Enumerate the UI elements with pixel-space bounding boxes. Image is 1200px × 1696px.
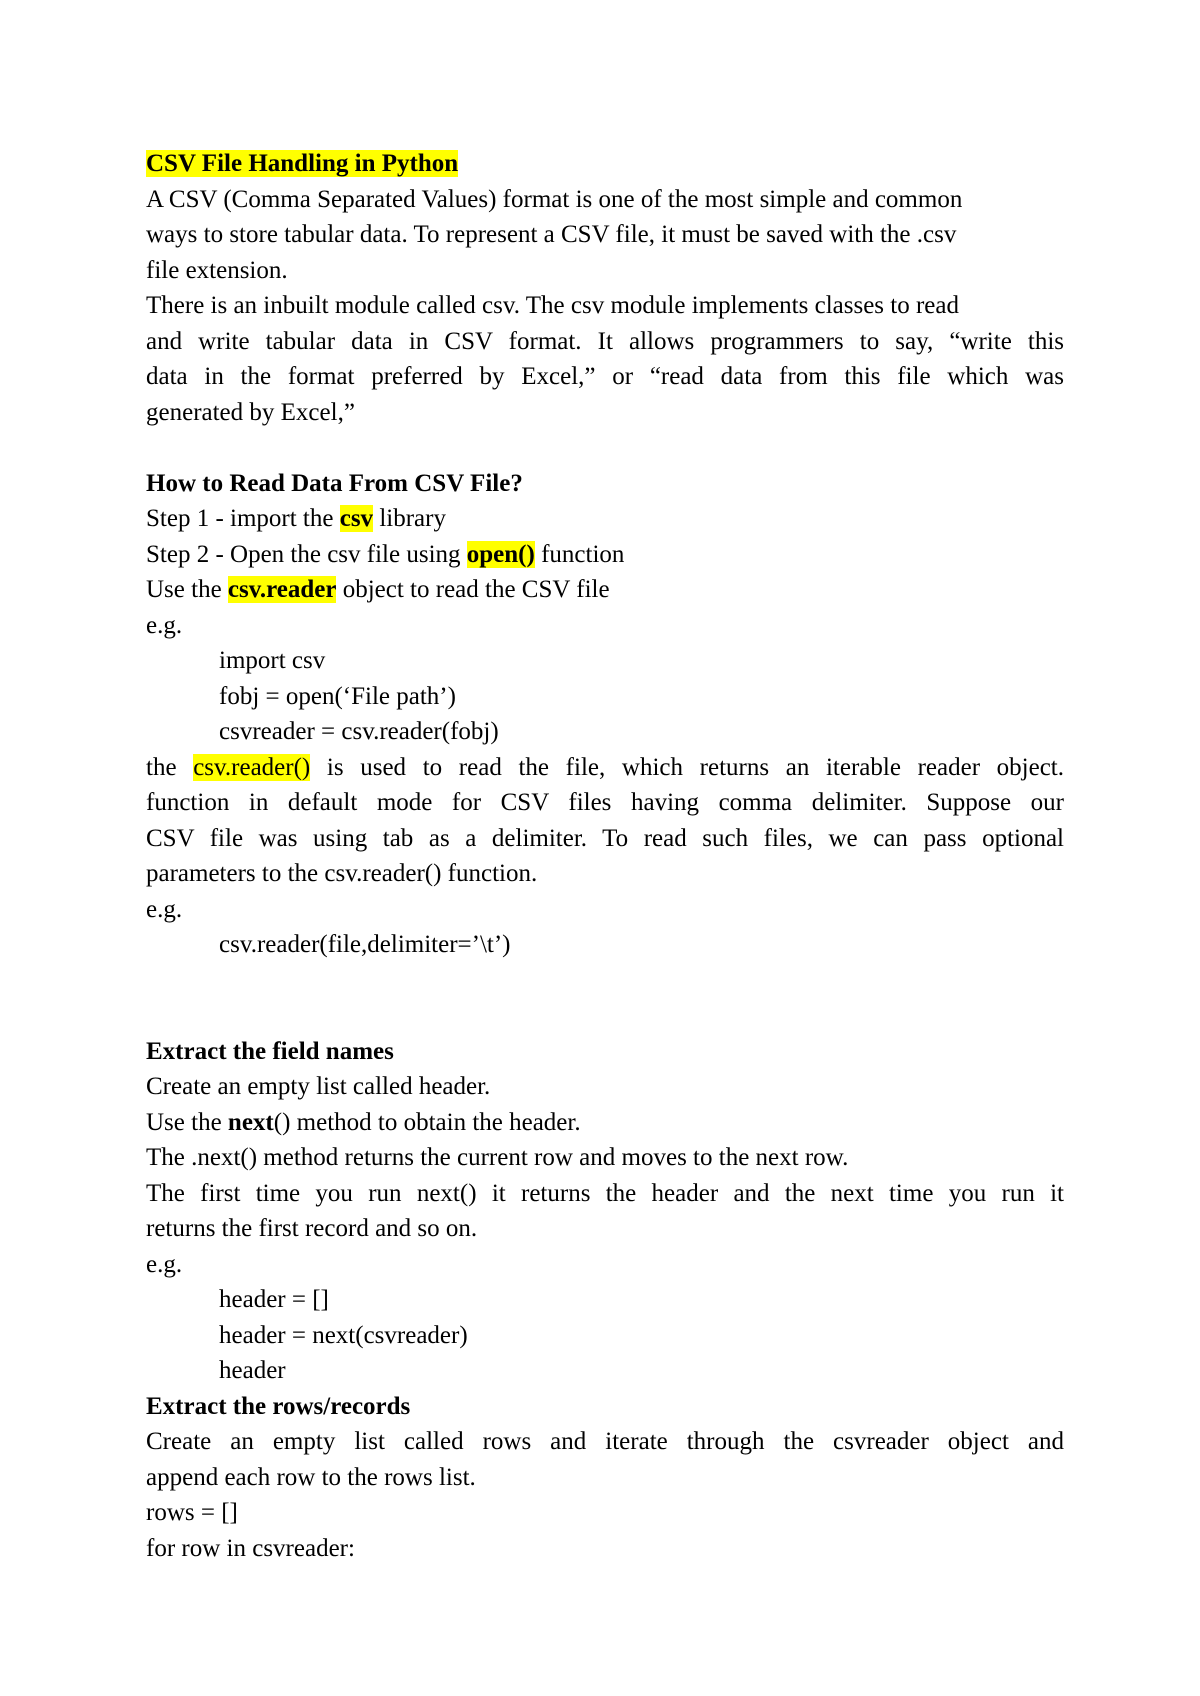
- code-line: rows = []: [146, 1499, 238, 1526]
- step-1-line: Step 1 - import the csv library: [146, 505, 446, 532]
- highlight-csv-reader: csv.reader: [227, 576, 337, 603]
- rows-line-1: Create an empty list called rows and iterate through the csvreader object and: [146, 1428, 1064, 1455]
- intro-line-6: data in the format preferred by Excel,” or “read data from this file which was: [146, 363, 1064, 390]
- code-line: csv.reader(file,delimiter=’\t’): [219, 931, 511, 958]
- spacer: [146, 963, 1064, 1034]
- code-line: csvreader = csv.reader(fobj): [219, 718, 499, 745]
- fields-line-2: Use the next() method to obtain the header.: [146, 1108, 581, 1136]
- reader-desc-line-4: parameters to the csv.reader() function.: [146, 860, 538, 887]
- intro-line-3: file extension.: [146, 256, 288, 284]
- fields-line-4: The first time you run next() it returns the header and the next time you run it: [146, 1179, 1064, 1207]
- intro-line-2: ways to store tabular data. To represent a CSV file, it must be saved with the .csv: [146, 221, 957, 248]
- reader-desc-line-2: function in default mode for CSV files having comma delimiter. Suppose our: [146, 789, 1064, 816]
- read-heading: How to Read Data From CSV File?: [146, 469, 523, 497]
- rows-line-2: append each row to the rows list.: [146, 1463, 476, 1491]
- highlight-csv-reader-call: csv.reader(): [193, 753, 311, 781]
- rows-heading: Extract the rows/records: [146, 1392, 411, 1420]
- code-line: header = []: [219, 1286, 329, 1313]
- reader-desc-line-1: the csv.reader() is used to read the file, which returns an iterable reader object.: [146, 753, 1065, 781]
- intro-line-7: generated by Excel,”: [146, 398, 355, 426]
- intro-line-5: and write tabular data in CSV format. It allows programmers to say, “write this: [146, 327, 1064, 355]
- fields-line-5: returns the first record and so on.: [146, 1215, 478, 1242]
- intro-line-4: There is an inbuilt module called csv. The csv module implements classes to read: [146, 292, 959, 319]
- document-page: [146, 146, 1064, 1566]
- highlight-csv: csv: [339, 505, 374, 532]
- intro-line-1: A CSV (Comma Separated Values) format is one of the most simple and common: [146, 185, 963, 213]
- fields-line-3: The .next() method returns the current row and moves to the next row.: [146, 1144, 849, 1171]
- eg-label: e.g.: [146, 611, 183, 639]
- use-reader-line: Use the csv.reader object to read the CSV file: [146, 576, 610, 603]
- highlight-open: open(): [466, 540, 535, 568]
- step-2-line: Step 2 - Open the csv file using open() function: [146, 540, 625, 568]
- code-line: header: [219, 1357, 286, 1384]
- code-line: header = next(csvreader): [219, 1321, 468, 1349]
- fields-heading: Extract the field names: [146, 1037, 394, 1065]
- title-line: [146, 146, 1064, 182]
- code-line: for row in csvreader:: [146, 1534, 355, 1562]
- code-line: import csv: [219, 647, 326, 674]
- eg-label: e.g.: [146, 1250, 183, 1278]
- document-title: CSV File Handling in Python: [146, 150, 459, 177]
- eg-label: e.g.: [146, 895, 183, 923]
- code-line: fobj = open(‘File path’): [219, 682, 456, 710]
- fields-line-1: Create an empty list called header.: [146, 1073, 491, 1100]
- reader-desc-line-3: CSV file was using tab as a delimiter. To read such files, we can pass optional: [146, 824, 1064, 852]
- spacer: [146, 430, 1064, 466]
